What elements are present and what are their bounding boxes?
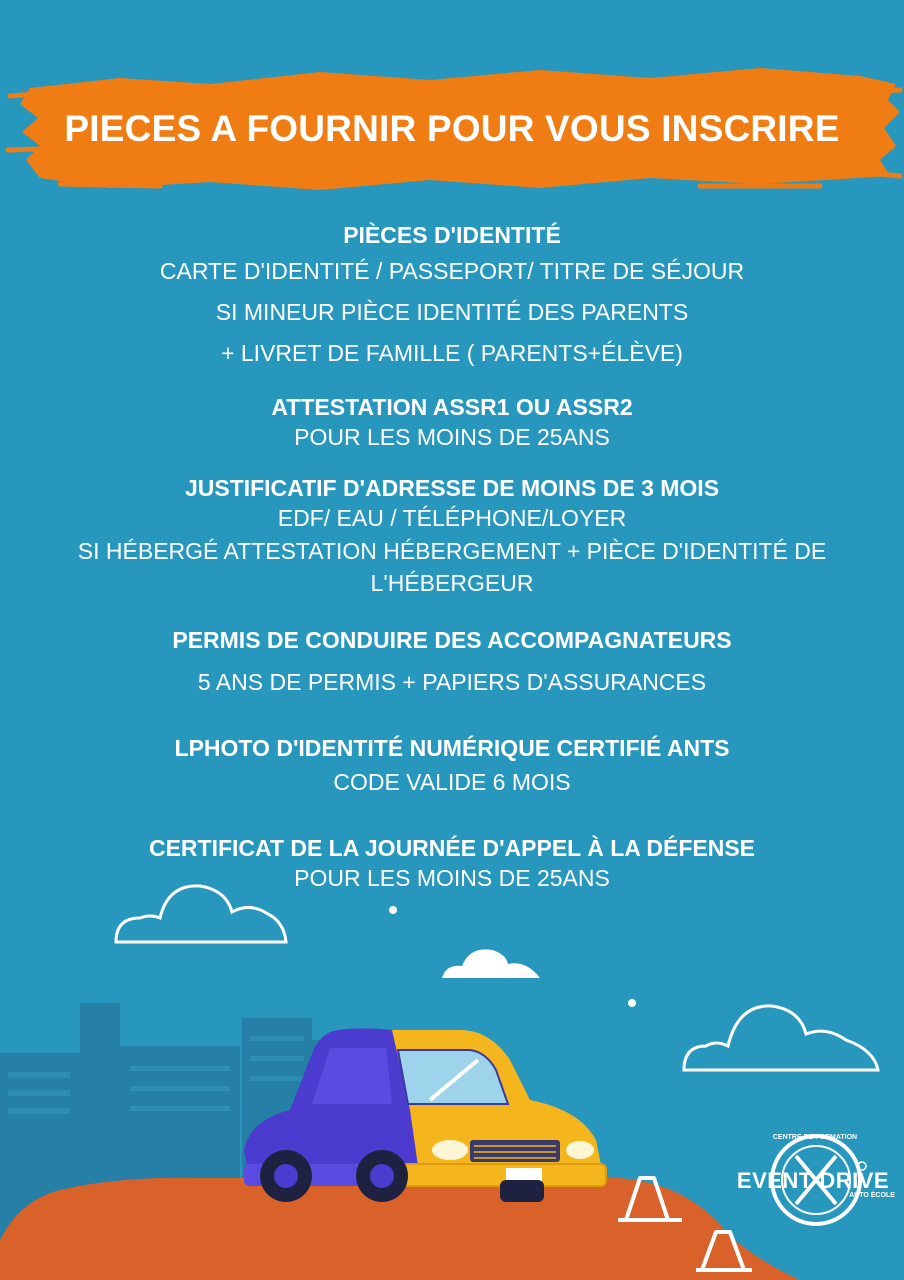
section-line: 5 ANS DE PERMIS + PAPIERS D'ASSURANCES [197, 669, 707, 695]
section-line: SI MINEUR PIÈCE IDENTITÉ DES PARENTS [215, 299, 689, 325]
section-address [0, 473, 904, 598]
section-line: POUR LES MOINS DE 25ANS [294, 424, 610, 450]
section-line: L'HÉBERGEUR [370, 570, 534, 596]
section-line: SI HÉBERGÉ ATTESTATION HÉBERGEMENT + PIÈCE D'IDENTITÉ DE [77, 538, 827, 564]
section-heading: CERTIFICAT DE LA JOURNÉE D'APPEL À LA DÉFENSE [148, 835, 756, 861]
cloud-icon [684, 1006, 878, 1070]
section-heading: PERMIS DE CONDUIRE DES ACCOMPAGNATEURS [172, 627, 732, 653]
section-line: POUR LES MOINS DE 25ANS [294, 865, 610, 891]
cloud-icon [116, 886, 286, 942]
section-license [0, 625, 904, 697]
section-heading: ATTESTATION ASSR1 OU ASSR2 [271, 394, 633, 420]
section-line: CARTE D'IDENTITÉ / PASSEPORT/ TITRE DE SÉJOUR [159, 258, 745, 284]
section-heading: JUSTIFICATIF D'ADRESSE DE MOINS DE 3 MOIS [184, 475, 720, 501]
section-assr [0, 392, 904, 452]
section-line: EDF/ EAU / TÉLÉPHONE/LOYER [277, 505, 627, 531]
brand-subtitle: AUTO ÉCOLE [849, 1192, 895, 1199]
section-photo [0, 733, 904, 797]
brand-tagline: CENTRE DE FORMATION [772, 1134, 858, 1141]
car-city-illustration [0, 870, 904, 1280]
cloud-icon [442, 949, 540, 978]
section-line: + LIVRET DE FAMILLE ( PARENTS+ÉLÈVE) [221, 340, 683, 366]
section-identity [0, 220, 904, 368]
page-title: PIECES A FOURNIR POUR VOUS INSCRIRE [64, 108, 840, 149]
section-heading: LPHOTO D'IDENTITÉ NUMÉRIQUE CERTIFIÉ ANTS [174, 735, 730, 761]
section-line: CODE VALIDE 6 MOIS [333, 769, 571, 795]
section-heading: PIÈCES D'IDENTITÉ [343, 222, 561, 248]
brand-name: EVENT DRIVE [736, 1168, 890, 1193]
